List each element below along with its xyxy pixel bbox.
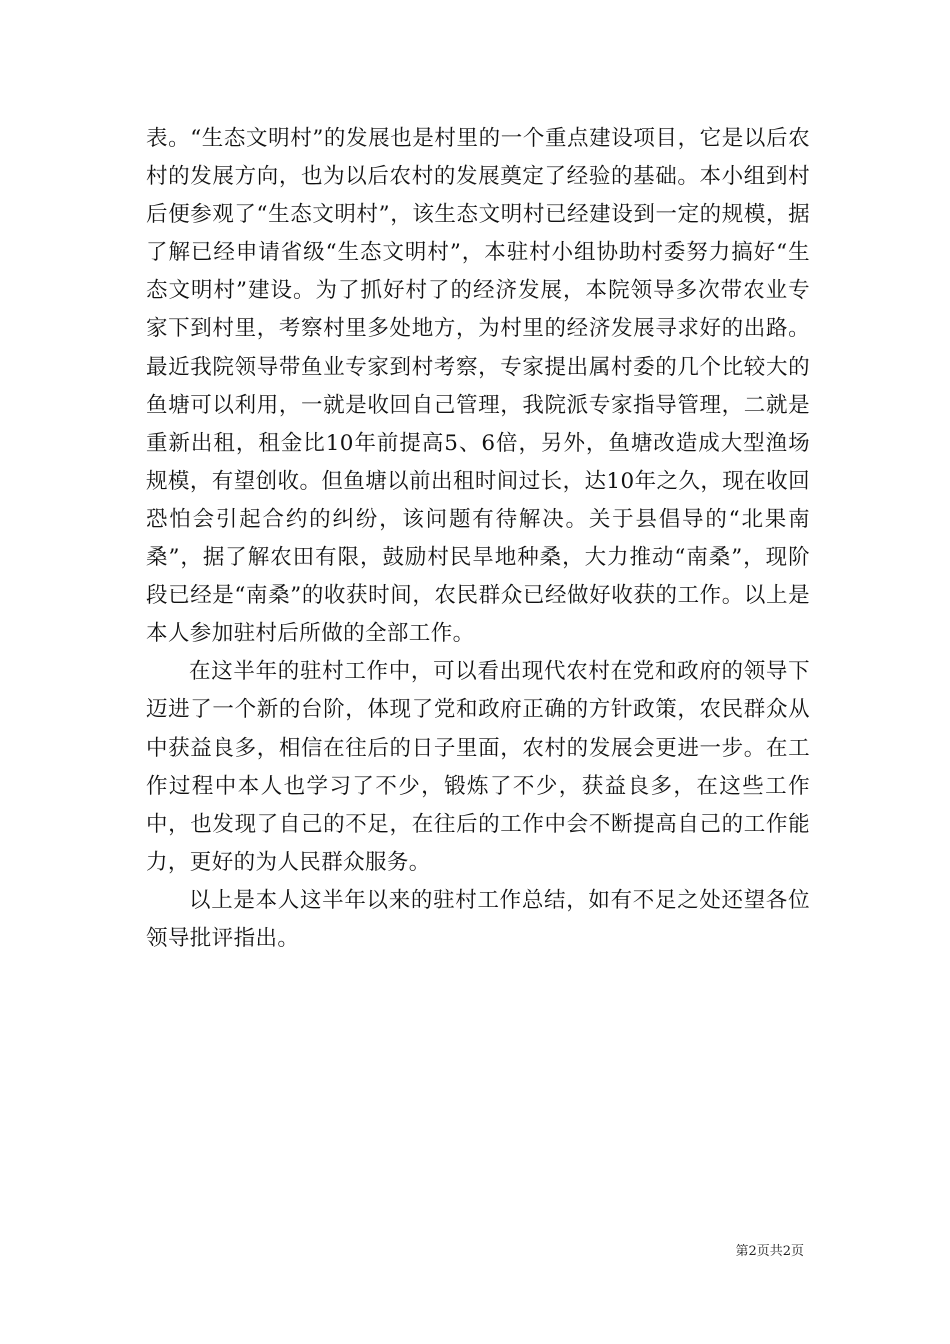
page-number: 第2页共2页	[735, 1244, 804, 1259]
paragraph-summary: 在这半年的驻村工作中，可以看出现代农村在党和政府的领导下迈进了一个新的台阶，体现了党和政府正确的方针政策，农民群众从中获益良多，相信在往后的日子里面，农村的发展会更进一步。在工作过程中本人也学习了不少，锻炼了不少，获益良多，在这些工作中，也发现了自己的不足，在往后的工作中会不断提高自己的工作能力，更好的为人民群众服务。	[146, 659, 810, 875]
paragraph-closing: 以上是本人这半年以来的驻村工作总结，如有不足之处还望各位领导批评指出。	[146, 887, 810, 951]
paragraph-continued: 表。“生态文明村”的发展也是村里的一个重点建设项目，它是以后农村的发展方向，也为以后农村的发展奠定了经验的基础。本小组到村后便参观了“生态文明村”，该生态文明村已经建设到一定的规模，据了解已经申请省级“生态文明村”，本驻村小组协助村委努力搞好“生态文明村”建设。为了抓好村了的经济发展，本院领导多次带农业专家下到村里，考察村里多处地方，为村里的经济发展寻求好的出路。最近我院领导带鱼业专家到村考察，专家提出属村委的几个比较大的鱼塘可以利用，一就是收回自己管理，我院派专家指导管理，二就是重新出租，租金比10年前提高5、6倍，另外，鱼塘改造成大型渔场规模，有望创收。但鱼塘以前出租时间过长，达10年之久，现在收回恐怕会引起合约的纠纷，该问题有待解决。关于县倡导的“北果南桑”，据了解农田有限，鼓励村民旱地种桑，大力推动“南桑”，现阶段已经是“南桑”的收获时间，农民群众已经做好收获的工作。以上是本人参加驻村后所做的全部工作。	[146, 126, 810, 647]
document-body	[146, 120, 810, 958]
